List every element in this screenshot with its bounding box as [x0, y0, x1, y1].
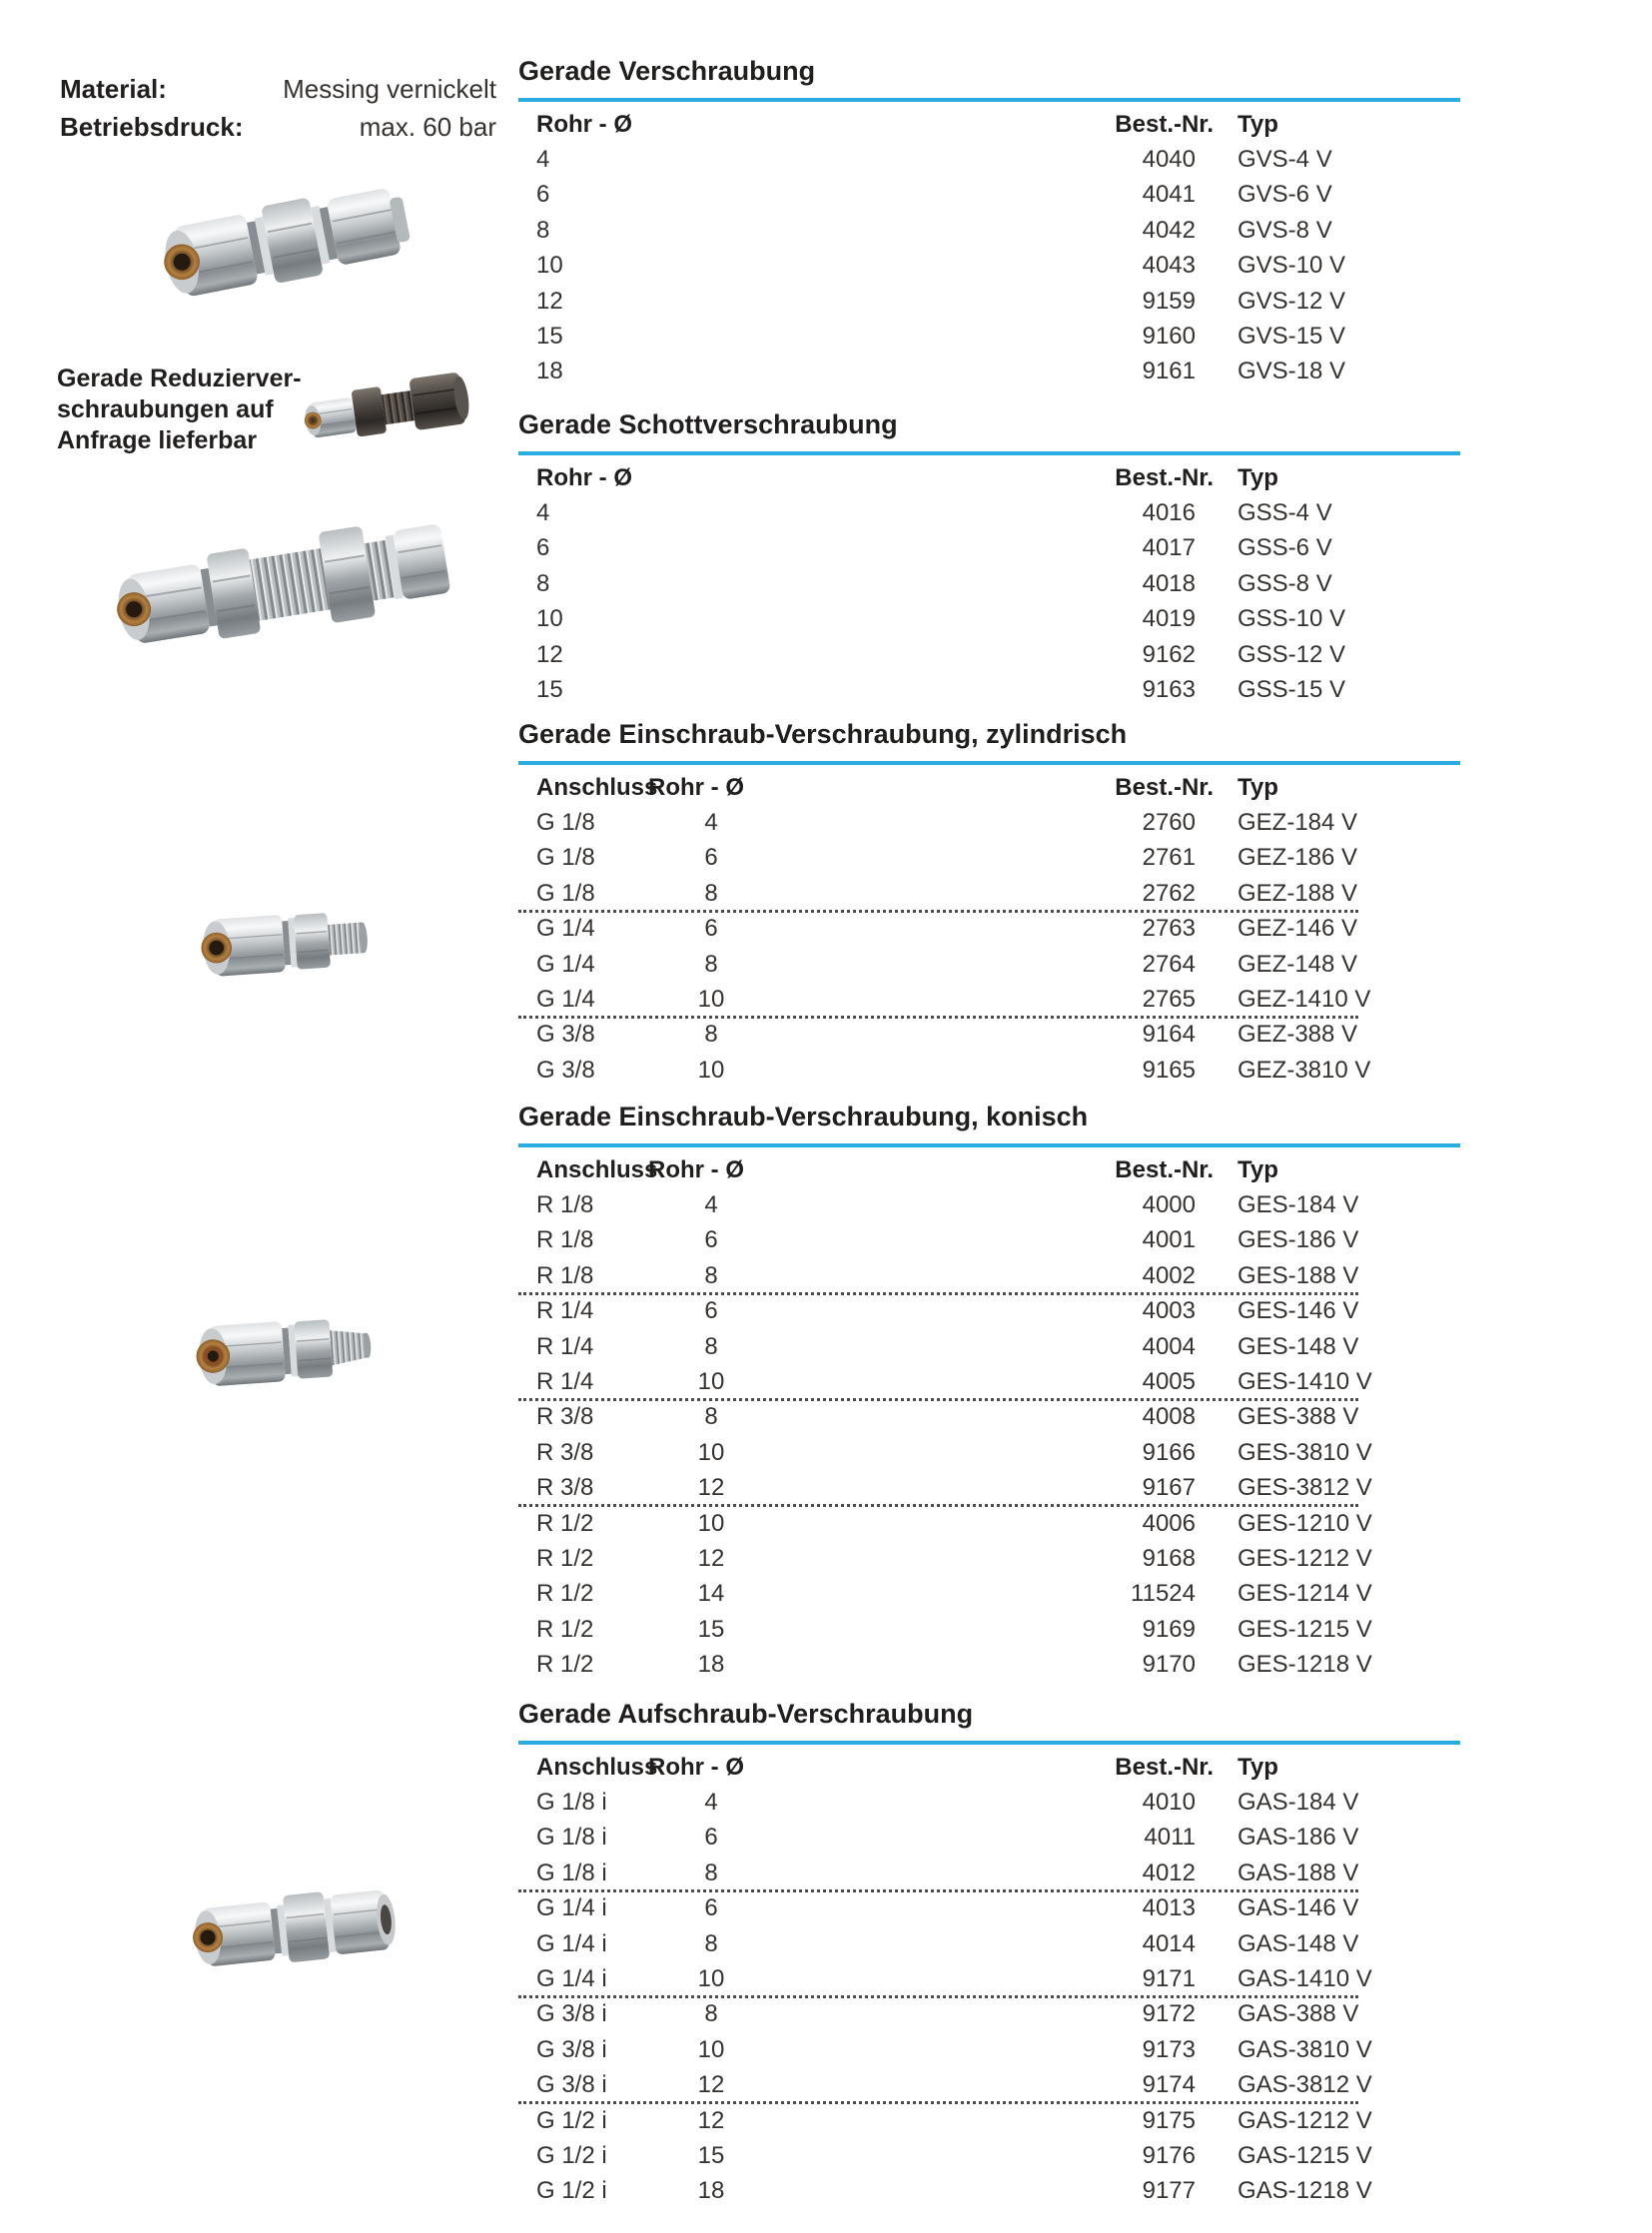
product-photo-gez-stud-cylindrical [185, 854, 385, 1026]
cell-rohr: 6 [536, 181, 550, 209]
cell-rohr: 12 [536, 287, 563, 315]
cell-rohr: 6 [704, 1226, 718, 1254]
col-header: Rohr - Ø [536, 463, 632, 491]
table-header-row [518, 1750, 1460, 1785]
cell-typ: GES-3810 V [1238, 1438, 1372, 1466]
cell-typ: GSS-15 V [1238, 676, 1346, 704]
cell-rohr: 4 [536, 499, 550, 527]
cell-rohr: 10 [697, 1368, 725, 1396]
table-body [518, 460, 1460, 708]
cell-rohr: 18 [697, 2177, 725, 2205]
cell-best-nr: 4018 [1142, 569, 1196, 597]
table-row [518, 142, 1460, 177]
cell-rohr: 6 [536, 534, 550, 562]
cell-best-nr: 9169 [1142, 1615, 1196, 1643]
cell-rohr: 4 [704, 1191, 718, 1219]
cell-typ: GEZ-388 V [1238, 1021, 1358, 1049]
cell-rohr: 15 [536, 676, 563, 704]
cell-typ: GES-188 V [1238, 1261, 1359, 1289]
cell-typ: GAS-1218 V [1238, 2177, 1372, 2205]
col-header: Best.-Nr. [1115, 773, 1214, 801]
cell-typ: GEZ-186 V [1238, 844, 1358, 872]
col-header: Best.-Nr. [1115, 1753, 1214, 1781]
cell-typ: GEZ-146 V [1238, 915, 1358, 943]
table-row [518, 1294, 1460, 1329]
cell-rohr: 10 [536, 605, 563, 633]
table-row [518, 1821, 1460, 1856]
cell-typ: GSS-4 V [1238, 499, 1332, 527]
cell-rohr: 8 [704, 879, 718, 907]
cell-anschluss: G 1/2 i [536, 2106, 607, 2134]
cell-rohr: 15 [697, 1615, 725, 1643]
cell-anschluss: R 3/8 [536, 1438, 594, 1466]
table-row [518, 1258, 1460, 1293]
product-photo-gas-female [175, 1836, 400, 2015]
cell-anschluss: G 3/8 i [536, 2000, 607, 2028]
cell-typ: GES-1210 V [1238, 1509, 1372, 1537]
cell-best-nr: 9176 [1142, 2141, 1196, 2169]
cell-typ: GES-388 V [1238, 1403, 1359, 1431]
table-row [518, 1471, 1460, 1506]
cell-typ: GES-1214 V [1238, 1580, 1372, 1608]
cell-rohr: 12 [697, 1544, 725, 1572]
accent-rule [518, 98, 1460, 102]
cell-typ: GSS-6 V [1238, 534, 1332, 562]
cell-anschluss: G 3/8 [536, 1056, 595, 1084]
cell-rohr: 4 [536, 146, 550, 174]
cell-rohr: 10 [697, 986, 725, 1014]
cell-anschluss: G 1/2 i [536, 2177, 607, 2205]
section-title: Gerade Einschraub-Verschraubung, konisch [518, 1102, 1089, 1131]
cell-best-nr: 9172 [1142, 2000, 1196, 2028]
section-einschraub-konisch [518, 1100, 1460, 1683]
table-row [518, 213, 1460, 248]
cell-best-nr: 2763 [1142, 915, 1196, 943]
cell-rohr: 8 [704, 2000, 718, 2028]
cell-rohr: 6 [704, 1297, 718, 1325]
pressure-value: max. 60 bar [359, 112, 496, 142]
cell-best-nr: 2765 [1142, 986, 1196, 1014]
cell-typ: GAS-188 V [1238, 1859, 1359, 1886]
col-header: Best.-Nr. [1115, 1155, 1214, 1183]
cell-typ: GES-146 V [1238, 1297, 1359, 1325]
table-row [518, 2138, 1460, 2173]
cell-rohr: 8 [536, 569, 550, 597]
accent-rule [518, 761, 1460, 765]
cell-rohr: 15 [697, 2141, 725, 2169]
cell-anschluss: R 1/2 [536, 1509, 594, 1537]
table-row [518, 1647, 1460, 1682]
section-title: Gerade Aufschraub-Verschraubung [518, 1699, 974, 1729]
reducer-note [57, 364, 302, 456]
cell-typ: GES-1212 V [1238, 1544, 1372, 1572]
cell-best-nr: 4017 [1142, 534, 1196, 562]
cell-rohr: 15 [536, 323, 563, 351]
table-row [518, 637, 1460, 672]
table-row [518, 2032, 1460, 2067]
cell-rohr: 6 [704, 1894, 718, 1922]
cell-best-nr: 4006 [1142, 1509, 1196, 1537]
col-header: Typ [1238, 110, 1278, 138]
cell-rohr: 8 [704, 950, 718, 978]
cell-best-nr: 4016 [1142, 499, 1196, 527]
cell-rohr: 6 [704, 915, 718, 943]
cell-best-nr: 2761 [1142, 844, 1196, 872]
cell-typ: GEZ-3810 V [1238, 1056, 1371, 1084]
cell-best-nr: 4014 [1142, 1929, 1196, 1957]
table-row [518, 602, 1460, 637]
cell-best-nr: 4001 [1142, 1226, 1196, 1254]
table-row [518, 355, 1460, 389]
col-header: Best.-Nr. [1115, 110, 1214, 138]
cell-best-nr: 9164 [1142, 1021, 1196, 1049]
col-header: Rohr - Ø [648, 1753, 744, 1781]
cell-best-nr: 4000 [1142, 1191, 1196, 1219]
cell-anschluss: G 1/8 [536, 879, 595, 907]
cell-best-nr: 4012 [1142, 1859, 1196, 1886]
table-row [518, 841, 1460, 876]
cell-anschluss: G 1/4 [536, 915, 595, 943]
table-row [518, 531, 1460, 566]
table-row [518, 1435, 1460, 1470]
pressure-row [60, 108, 496, 146]
table-row [518, 1785, 1460, 1820]
cell-typ: GAS-1410 V [1238, 1965, 1372, 1993]
col-header: Typ [1238, 773, 1278, 801]
col-header: Anschluss [536, 1155, 658, 1183]
table-row [518, 1961, 1460, 1996]
cell-best-nr: 9174 [1142, 2071, 1196, 2099]
cell-anschluss: G 1/4 i [536, 1894, 607, 1922]
cell-best-nr: 9170 [1142, 1651, 1196, 1679]
cell-rohr: 10 [697, 1438, 725, 1466]
cell-anschluss: R 1/4 [536, 1368, 594, 1396]
cell-anschluss: G 1/4 [536, 986, 595, 1014]
col-header: Best.-Nr. [1115, 463, 1214, 491]
cell-typ: GES-186 V [1238, 1226, 1359, 1254]
cell-best-nr: 4005 [1142, 1368, 1196, 1396]
table-row [518, 1187, 1460, 1222]
table-row [518, 982, 1460, 1017]
cell-anschluss: G 1/4 [536, 950, 595, 978]
cell-best-nr: 9175 [1142, 2106, 1196, 2134]
table-header-row [518, 770, 1460, 805]
section-einschraub-zylindrisch [518, 717, 1460, 1089]
cell-anschluss: R 1/8 [536, 1261, 594, 1289]
section-aufschraub [518, 1697, 1460, 2209]
table-body [518, 1750, 1460, 2209]
cell-anschluss: R 1/4 [536, 1332, 594, 1360]
table-row [518, 876, 1460, 911]
accent-rule [518, 1143, 1460, 1147]
cell-rohr: 4 [704, 1789, 718, 1817]
table-row [518, 1018, 1460, 1053]
cell-rohr: 4 [704, 809, 718, 837]
cell-anschluss: G 3/8 [536, 1021, 595, 1049]
cell-anschluss: G 1/8 i [536, 1824, 607, 1852]
table-row [518, 249, 1460, 284]
accent-rule [518, 1741, 1460, 1745]
cell-rohr: 10 [697, 2035, 725, 2063]
table-row [518, 178, 1460, 213]
col-header: Typ [1238, 463, 1278, 491]
cell-typ: GSS-8 V [1238, 569, 1332, 597]
cell-best-nr: 9160 [1142, 323, 1196, 351]
cell-typ: GEZ-148 V [1238, 950, 1358, 978]
cell-rohr: 6 [704, 844, 718, 872]
table-row [518, 1612, 1460, 1647]
cell-typ: GAS-3810 V [1238, 2035, 1372, 2063]
cell-rohr: 8 [536, 216, 550, 244]
table-row [518, 319, 1460, 354]
cell-best-nr: 9161 [1142, 358, 1196, 385]
spec-panel [60, 70, 496, 146]
cell-best-nr: 4011 [1144, 1824, 1196, 1852]
cell-typ: GES-184 V [1238, 1191, 1359, 1219]
cell-best-nr: 4010 [1142, 1789, 1196, 1817]
material-label: Material: [60, 74, 167, 104]
cell-anschluss: R 1/8 [536, 1226, 594, 1254]
cell-typ: GEZ-184 V [1238, 809, 1358, 837]
product-photo-ges-stud-conical [180, 1260, 390, 1435]
cell-best-nr: 9166 [1142, 1438, 1196, 1466]
cell-rohr: 8 [704, 1332, 718, 1360]
col-header: Rohr - Ø [536, 110, 632, 138]
reducer-note-line: Anfrage lieferbar [57, 426, 258, 454]
cell-best-nr: 4013 [1142, 1894, 1196, 1922]
cell-rohr: 8 [704, 1021, 718, 1049]
table-body [518, 1152, 1460, 1683]
table-row [518, 1329, 1460, 1364]
cell-rohr: 6 [704, 1824, 718, 1852]
cell-anschluss: R 1/2 [536, 1615, 594, 1643]
section-title: Gerade Verschraubung [518, 56, 816, 86]
cell-typ: GEZ-188 V [1238, 879, 1358, 907]
reducer-note-line: Gerade Reduzierver- [57, 365, 302, 392]
cell-typ: GSS-10 V [1238, 605, 1346, 633]
cell-anschluss: R 1/2 [536, 1544, 594, 1572]
cell-best-nr: 4004 [1142, 1332, 1196, 1360]
table-row [518, 1053, 1460, 1088]
table-header-row [518, 1152, 1460, 1187]
table-row [518, 1400, 1460, 1435]
cell-rohr: 18 [697, 1651, 725, 1679]
cell-rohr: 12 [536, 640, 563, 668]
cell-typ: GAS-1215 V [1238, 2141, 1372, 2169]
table-row [518, 1577, 1460, 1612]
cell-anschluss: G 1/2 i [536, 2141, 607, 2169]
cell-best-nr: 4008 [1142, 1403, 1196, 1431]
cell-rohr: 8 [704, 1859, 718, 1886]
cell-anschluss: R 1/2 [536, 1580, 594, 1608]
cell-typ: GVS-4 V [1238, 146, 1332, 174]
table-row [518, 947, 1460, 982]
cell-best-nr: 9177 [1142, 2177, 1196, 2205]
pressure-label: Betriebsdruck: [60, 112, 244, 142]
col-header: Typ [1238, 1155, 1278, 1183]
table-row [518, 2103, 1460, 2138]
table-row [518, 2068, 1460, 2103]
col-header: Rohr - Ø [648, 1155, 744, 1183]
cell-best-nr: 4042 [1142, 216, 1196, 244]
cell-typ: GVS-12 V [1238, 287, 1346, 315]
cell-typ: GSS-12 V [1238, 640, 1346, 668]
table-row [518, 495, 1460, 530]
cell-typ: GAS-184 V [1238, 1789, 1359, 1817]
cell-anschluss: G 1/8 [536, 844, 595, 872]
reducer-note-line: schraubungen auf [57, 395, 274, 423]
accent-rule [518, 451, 1460, 455]
cell-anschluss: G 1/8 i [536, 1859, 607, 1886]
cell-best-nr: 4041 [1142, 181, 1196, 209]
cell-best-nr: 4002 [1142, 1261, 1196, 1289]
cell-rohr: 8 [704, 1929, 718, 1957]
table-row [518, 912, 1460, 947]
cell-anschluss: G 1/4 i [536, 1965, 607, 1993]
cell-typ: GVS-8 V [1238, 216, 1332, 244]
cell-anschluss: R 1/8 [536, 1191, 594, 1219]
cell-rohr: 10 [697, 1965, 725, 1993]
table-header-row [518, 107, 1460, 142]
material-row [60, 70, 496, 108]
cell-best-nr: 2762 [1142, 879, 1196, 907]
cell-rohr: 12 [697, 2106, 725, 2134]
material-value: Messing vernickelt [283, 74, 496, 104]
cell-anschluss: G 3/8 i [536, 2071, 607, 2099]
cell-rohr: 10 [536, 252, 563, 280]
table-row [518, 2174, 1460, 2209]
cell-typ: GVS-6 V [1238, 181, 1332, 209]
cell-rohr: 12 [697, 2071, 725, 2099]
table-header-row [518, 460, 1460, 495]
cell-typ: GEZ-1410 V [1238, 986, 1371, 1014]
cell-best-nr: 4019 [1142, 605, 1196, 633]
cell-typ: GES-3812 V [1238, 1474, 1372, 1502]
section-title: Gerade Einschraub-Verschraubung, zylindrisch [518, 719, 1128, 749]
cell-typ: GVS-18 V [1238, 358, 1346, 385]
cell-anschluss: R 3/8 [536, 1474, 594, 1502]
section-title: Gerade Schottverschraubung [518, 409, 898, 439]
col-header: Anschluss [536, 773, 658, 801]
cell-best-nr: 2764 [1142, 950, 1196, 978]
cell-typ: GAS-1212 V [1238, 2106, 1372, 2134]
cell-anschluss: R 1/4 [536, 1297, 594, 1325]
cell-typ: GES-1215 V [1238, 1615, 1372, 1643]
col-header: Anschluss [536, 1753, 658, 1781]
cell-best-nr: 9159 [1142, 287, 1196, 315]
cell-rohr: 18 [536, 358, 563, 385]
cell-typ: GVS-15 V [1238, 323, 1346, 351]
cell-anschluss: G 1/4 i [536, 1929, 607, 1957]
cell-typ: GAS-148 V [1238, 1929, 1359, 1957]
table-row [518, 672, 1460, 707]
section-gerade-schottverschraubung [518, 407, 1460, 708]
table-row [518, 1506, 1460, 1541]
col-header: Rohr - Ø [648, 773, 744, 801]
cell-rohr: 10 [697, 1509, 725, 1537]
cell-best-nr: 9173 [1142, 2035, 1196, 2063]
cell-typ: GAS-186 V [1238, 1824, 1359, 1852]
cell-best-nr: 9171 [1142, 1965, 1196, 1993]
cell-best-nr: 11524 [1131, 1580, 1196, 1608]
col-header: Typ [1238, 1753, 1278, 1781]
cell-best-nr: 4040 [1142, 146, 1196, 174]
cell-best-nr: 9163 [1142, 676, 1196, 704]
cell-typ: GAS-3812 V [1238, 2071, 1372, 2099]
cell-best-nr: 2760 [1142, 809, 1196, 837]
cell-rohr: 14 [697, 1580, 725, 1608]
cell-rohr: 10 [697, 1056, 725, 1084]
cell-best-nr: 4043 [1142, 252, 1196, 280]
table-row [518, 805, 1460, 840]
table-row [518, 1891, 1460, 1926]
cell-typ: GES-1410 V [1238, 1368, 1372, 1396]
cell-rohr: 8 [704, 1403, 718, 1431]
cell-typ: GVS-10 V [1238, 252, 1346, 280]
cell-anschluss: G 3/8 i [536, 2035, 607, 2063]
cell-best-nr: 9168 [1142, 1544, 1196, 1572]
table-row [518, 1926, 1460, 1961]
cell-anschluss: G 1/8 i [536, 1789, 607, 1817]
section-gerade-verschraubung [518, 54, 1460, 389]
table-row [518, 1997, 1460, 2032]
table-row [518, 1223, 1460, 1258]
table-row [518, 284, 1460, 319]
cell-rohr: 12 [697, 1474, 725, 1502]
table-row [518, 1856, 1460, 1890]
table-row [518, 1364, 1460, 1399]
cell-rohr: 8 [704, 1261, 718, 1289]
cell-best-nr: 9165 [1142, 1056, 1196, 1084]
table-body [518, 770, 1460, 1089]
cell-typ: GES-1218 V [1238, 1651, 1372, 1679]
table-body [518, 107, 1460, 389]
cell-anschluss: R 1/2 [536, 1651, 594, 1679]
product-photo-gvs-coupling [140, 150, 439, 325]
cell-best-nr: 4003 [1142, 1297, 1196, 1325]
cell-best-nr: 9162 [1142, 640, 1196, 668]
table-row [518, 566, 1460, 601]
cell-anschluss: R 3/8 [536, 1403, 594, 1431]
cell-typ: GAS-146 V [1238, 1894, 1359, 1922]
product-photo-reducer [295, 338, 479, 472]
table-row [518, 1541, 1460, 1576]
product-photo-gss-bulkhead [100, 479, 459, 689]
cell-anschluss: G 1/8 [536, 809, 595, 837]
cell-typ: GAS-388 V [1238, 2000, 1359, 2028]
cell-best-nr: 9167 [1142, 1474, 1196, 1502]
cell-typ: GES-148 V [1238, 1332, 1359, 1360]
